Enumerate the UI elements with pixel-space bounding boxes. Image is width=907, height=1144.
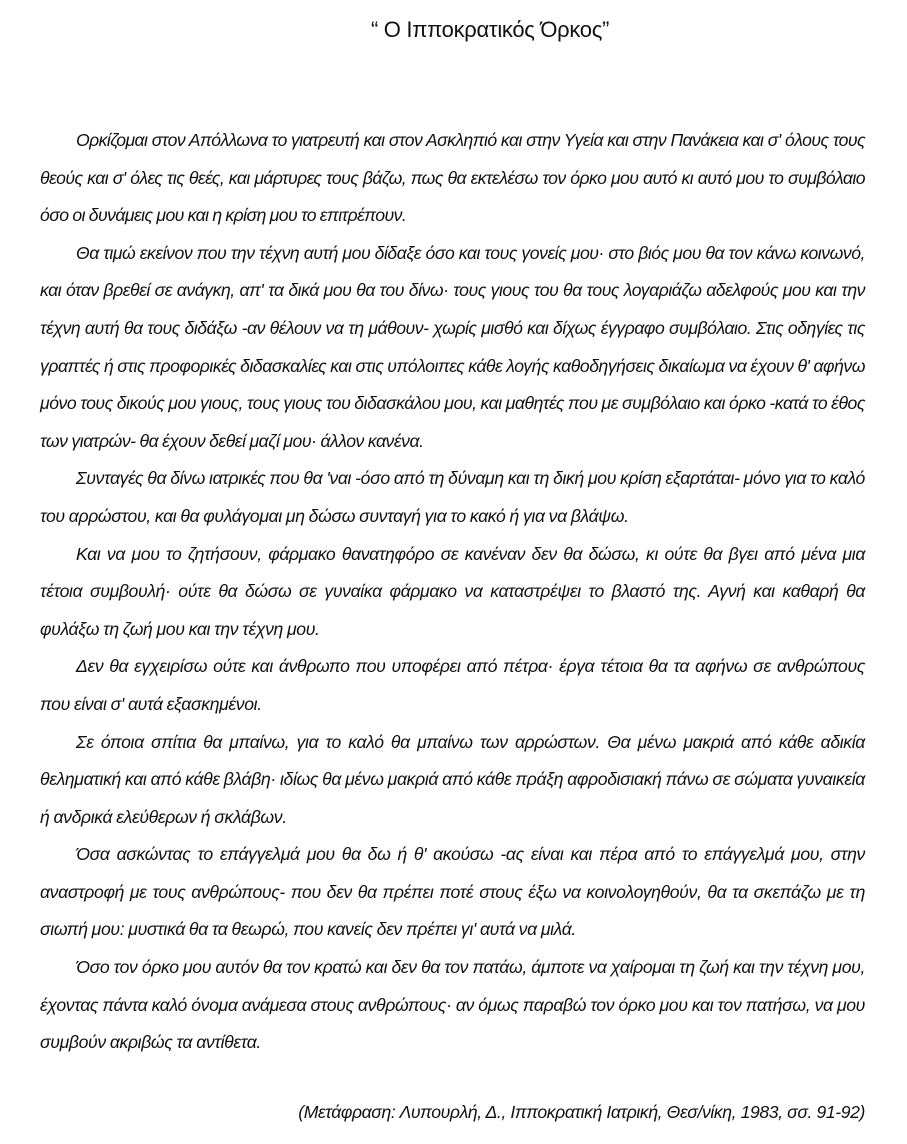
- oath-paragraph-closing: Όσο τον όρκο μου αυτόν θα τον κρατώ και δεν θα τον πατάω, άμποτε να χαίρομαι τη ζωή και την τέχνη μου, έχοντας πάντα καλό όνομα ανάμεσα στους ανθρώπους· αν όμως παραβώ τον όρκο μου και τον πατήσω, να μου συμβούν ακριβώς τα αντίθετα.: [40, 957, 865, 1053]
- oath-paragraph-prescriptions: Συνταγές θα δίνω ιατρικές που θα 'ναι -όσο από τη δύναμη και τη δική μου κρίση εξαρτάται- μόνο για το καλό του αρρώστου, και θα φυλάγομαι μη δώσω συνταγή για το κακό ή για να βλάψω.: [40, 468, 865, 526]
- oath-paragraph-no-poison: Και να μου το ζητήσουν, φάρμακο θανατηφόρο σε κανέναν δεν θα δώσω, κι ούτε θα βγει από μένα μια τέτοια συμβουλή· ούτε θα δώσω σε γυναίκα φάρμακο να καταστρέψει το βλαστό της. Αγνή και καθαρή θα φυλάξω τη ζωή μου και την τέχνη μου.: [40, 543, 865, 639]
- oath-paragraph-invocation: Ορκίζομαι στον Απόλλωνα το γιατρευτή και στον Ασκληπιό και στην Υγεία και στην Πανάκεια και σ' όλους τους θεούς και σ' όλες τις θεές, και μάρτυρες τους βάζω, πως θα εκτελέσω τον όρκο μου αυτό κι αυτό μου το συμβόλαιο όσο οι δυνάμεις μου και η κρίση μου το επιτρέπουν.: [40, 130, 865, 226]
- oath-body: [40, 122, 865, 1062]
- oath-paragraph-surgery: Δεν θα εγχειρίσω ούτε και άνθρωπο που υποφέρει από πέτρα· έργα τέτοια θα τα αφήνω σε ανθρώπους που είναι σ' αυτά εξασκημένοι.: [40, 656, 865, 714]
- translation-citation: (Μετάφραση: Λυπουρλή, Δ., Ιπποκρατική Ιατρική, Θεσ/νίκη, 1983, σσ. 91-92): [298, 1102, 865, 1122]
- oath-paragraph-secrecy: Όσα ασκώντας το επάγγελμά μου θα δω ή θ' ακούσω -ας είναι και πέρα από το επάγγελμά μου, στην αναστροφή με τους ανθρώπους- που δεν θα πρέπει ποτέ στους έξω να κοινολογηθούν, θα τα σκεπάζω με τη σιωπή μου: μυστικά θα τα θεωρώ, που κανείς δεν πρέπει γι' αυτά να μιλά.: [40, 844, 865, 940]
- document-title: “ Ο Ιπποκρατικός Όρκος”: [370, 17, 610, 42]
- oath-paragraph-houses: Σε όποια σπίτια θα μπαίνω, για το καλό θα μπαίνω των αρρώστων. Θα μένω μακριά από κάθε αδικία θεληματική και από κάθε βλάβη· ιδίως θα μένω μακριά από κάθε πράξη αφροδισιακή πάνω σε σώματα γυναικεία ή ανδρικά ελεύθερων ή σκλάβων.: [40, 731, 865, 827]
- oath-paragraph-teacher: Θα τιμώ εκείνον που την τέχνη αυτή μου δίδαξε όσο και τους γονείς μου· στο βιός μου θα τον κάνω κοινωνό, και όταν βρεθεί σε ανάγκη, απ' τα δικά μου θα του δίνω· τους γιους του θα τους λογαριάζω αδελφούς μου και την τέχνη αυτή θα τους διδάξω -αν θέλουν να τη μάθουν- χωρίς μισθό και δίχως έγγραφο συμβόλαιο. Στις οδηγίες τις γραπτές ή στις προφορικές διδασκαλίες και στις υπόλοιπες κάθε λογής καθοδηγήσεις δικαίωμα να έχουν θ' αφήνω μόνο τους δικούς μου γιους, τους γιους του διδασκάλου μου, και μαθητές που με συμβόλαιο και όρκο -κατά το έθος των γιατρών- θα έχουν δεθεί μαζί μου· άλλον κανένα.: [40, 242, 865, 451]
